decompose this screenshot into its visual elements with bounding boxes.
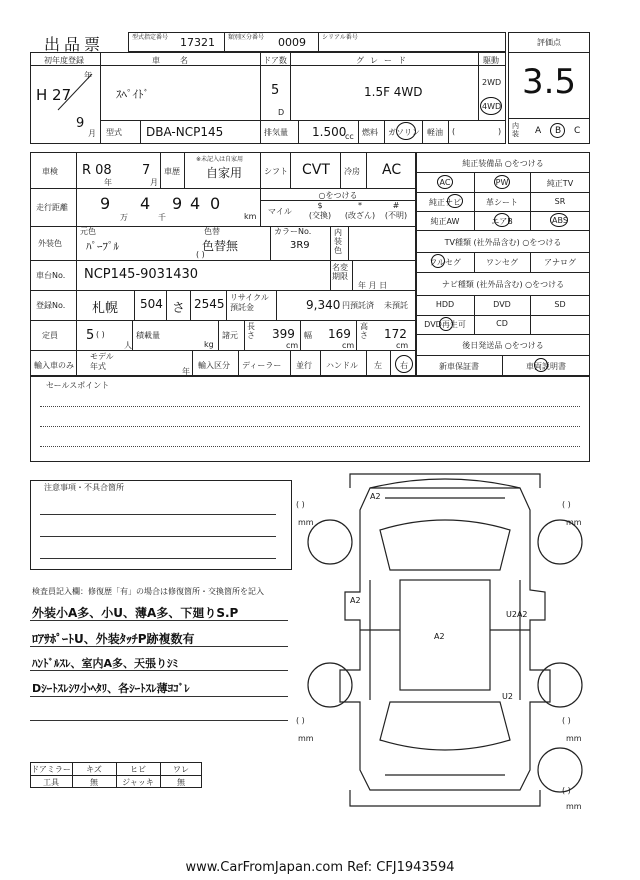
shift-label: シフト	[264, 167, 288, 176]
damage-front-bumper: A2	[370, 492, 381, 501]
fuel-diesel: 軽油	[427, 128, 443, 137]
width-unit: cm	[342, 341, 355, 350]
interior-color-label: 内装色	[334, 228, 342, 255]
mileage-option-note: ○をつける	[318, 191, 358, 200]
tv-oneseg: ワンセグ	[486, 258, 518, 267]
length-value: 399	[272, 327, 295, 341]
inspection-month: 7	[142, 163, 151, 178]
mileage-digit-5: 0	[210, 194, 221, 213]
first-reg-divider-slash	[54, 72, 94, 112]
plate-city: 札幌	[92, 301, 119, 316]
navi-cd: CD	[496, 319, 508, 328]
damage-right-rear: U2	[502, 692, 513, 701]
mileage-digit-1: 9	[100, 194, 111, 213]
equip-leather: 革シート	[486, 198, 518, 207]
equip-abs: ABS	[552, 216, 568, 225]
capacity-unit: 人	[124, 341, 132, 350]
category-value: 0009	[278, 36, 306, 49]
height-label: 高さ	[360, 322, 368, 340]
import-label: 輸入車のみ	[34, 361, 74, 370]
missing-jack-value: 無	[177, 778, 185, 787]
plate-kana: さ	[172, 301, 186, 316]
missing-header-crack: ヒビ	[130, 765, 146, 774]
first-reg-label: 初年度登録	[44, 56, 84, 65]
displacement-unit: cc	[345, 132, 354, 141]
tread-rear-left-mm: mm	[298, 734, 314, 743]
first-reg-era: H 27	[36, 86, 72, 104]
sales-point-box	[30, 376, 590, 462]
docs-manual-circle	[534, 358, 548, 372]
equip-aw: 純正AW	[430, 217, 460, 226]
displacement-label: 排気量	[264, 128, 288, 137]
first-reg-month: 9	[76, 116, 85, 131]
color-orig-value: ﾊﾟｰﾌﾟﾙ	[86, 240, 119, 253]
docs-title: 後日発送品 ○をつける	[462, 341, 544, 350]
category-label: 類別区分番号	[228, 34, 265, 41]
serial-label: シリアル番号	[322, 34, 358, 41]
inspection-year-suffix: 年	[104, 178, 112, 187]
inspection-month-suffix: 月	[150, 178, 158, 187]
capacity-paren: ( )	[96, 330, 105, 339]
interior-grade-b: B	[555, 126, 562, 136]
width-label: 幅	[304, 331, 312, 340]
size-label: 諸元	[222, 331, 238, 340]
displacement-value: 1.500	[312, 125, 347, 139]
recycle-label: リサイクル預託金	[230, 293, 269, 312]
handle-right-circle	[395, 355, 413, 373]
equip-pw-circle	[494, 175, 510, 189]
grade-label: グレード	[356, 56, 412, 65]
mileage-unknown: # (不明)	[384, 201, 408, 220]
color-no-label: カラーNo.	[274, 227, 312, 236]
handle-right: 右	[400, 361, 408, 370]
footer-watermark: www.CarFromJapan.com Ref: CFJ1943594	[185, 860, 455, 875]
length-label: 長さ	[247, 322, 255, 340]
equipment-title: 純正装備品 ○をつける	[462, 159, 544, 168]
inspection-year: R 08	[82, 163, 112, 178]
first-reg-month-suffix: 月	[88, 129, 96, 138]
width-value: 169	[328, 327, 351, 341]
tread-spare-mm: mm	[566, 802, 582, 811]
notes-box	[30, 480, 292, 570]
score-label: 評価点	[537, 38, 561, 47]
equip-pw: PW	[495, 178, 509, 187]
height-value: 172	[384, 327, 407, 341]
missing-header-break: ワレ	[173, 765, 189, 774]
mileage-digit-3: 9	[172, 194, 183, 213]
mileage-tampered: * (改ざん)	[344, 201, 376, 220]
equip-ac: AC	[439, 178, 451, 187]
equip-navi-circle	[447, 194, 463, 208]
equip-tv: 純正TV	[546, 179, 574, 188]
drive-2wd: 2WD	[482, 78, 502, 87]
damage-left-side: A2	[350, 596, 361, 605]
note-line-4: Dｼｰﾄｽﾚｼﾜ小ﾍﾀﾘ、各ｼｰﾄｽﾚ薄ﾖｺﾞﾚ	[32, 682, 190, 695]
mileage-mile: マイル	[268, 207, 292, 216]
mileage-unit: km	[244, 212, 257, 221]
drive-4wd: 4WD	[482, 102, 502, 111]
equip-abs-circle	[550, 213, 568, 227]
plate-class: 504	[140, 297, 163, 311]
model-code-value: 17321	[180, 36, 215, 49]
equip-airbag: エアB	[491, 217, 513, 226]
mileage-sen: 千	[158, 213, 166, 222]
mileage-digit-4: 4	[190, 194, 201, 213]
load-unit: kg	[204, 340, 214, 349]
docs-manual: 車両説明書	[526, 362, 566, 371]
damage-right-side: U2A2	[506, 610, 528, 619]
navi-dvd-play-circle	[439, 317, 453, 331]
cooler-value: AC	[382, 162, 402, 178]
navi-dvd: DVD	[493, 300, 511, 309]
tv-title: TV種類 (社外品含む) ○をつける	[444, 238, 562, 247]
car-damage-diagram	[290, 470, 600, 810]
history-value: 自家用	[206, 166, 243, 180]
tread-front-right-mm: mm	[566, 518, 582, 527]
height-unit: cm	[396, 341, 409, 350]
sheet-title: 出品票	[44, 35, 105, 54]
name-change-label: 名変期限	[332, 263, 348, 281]
history-note: ※未記入は自家用	[196, 156, 244, 163]
score-value: 3.5	[521, 62, 577, 102]
doors-label: ドア数	[263, 56, 287, 65]
name-change-date: 年 月 日	[358, 281, 388, 290]
length-unit: cm	[286, 341, 299, 350]
color-tone-label: 色替	[204, 227, 220, 236]
load-label: 積載量	[136, 331, 160, 340]
fuel-gasoline-circle	[396, 122, 416, 140]
note-line-3: ﾊﾝﾄﾞﾙｽﾚ、室内A多、天張りｼﾐ	[32, 657, 179, 670]
mileage-label: 走行距離	[36, 203, 68, 212]
door-type: D	[278, 108, 285, 117]
navi-title: ナビ種類 (社外品含む) ○をつける	[441, 280, 565, 289]
tread-front-right-bracket: ( )	[562, 500, 571, 509]
import-dealer: ディーラー	[242, 361, 282, 370]
interior-grade-a: A	[535, 126, 542, 136]
chassis-label: 車台No.	[36, 271, 66, 280]
navi-hdd: HDD	[435, 300, 455, 309]
color-label: 外装色	[38, 239, 62, 248]
missing-tools-label: 工具	[43, 778, 59, 787]
tread-spare-bracket: ( )	[562, 786, 571, 795]
handle-left: 左	[374, 361, 382, 370]
inspection-label: 車検	[42, 167, 58, 176]
tread-front-left-mm: mm	[298, 518, 314, 527]
navi-sd: SD	[554, 300, 566, 309]
note-line-2: ﾛｱｻﾎﾟｰﾄU、外装ﾀｯﾁP跡複数有	[32, 632, 195, 646]
tv-fullseg-circle	[431, 254, 445, 268]
fuel-other-close: )	[498, 127, 502, 136]
equip-ac-circle	[437, 175, 453, 189]
recycle-not: 未預託	[384, 301, 408, 310]
recycle-value: 9,340	[306, 298, 341, 312]
car-name-label: 車名	[152, 56, 208, 65]
car-name-value: ｽﾍﾟｲﾄﾞ	[116, 88, 149, 101]
missing-header-scratch: キズ	[86, 765, 102, 774]
equip-sr: SR	[554, 197, 566, 206]
color-orig-label: 元色	[80, 227, 96, 236]
equip-airbag-circle	[494, 213, 510, 227]
fuel-other-open: (	[452, 127, 456, 136]
interior-grade-label: 内装	[512, 122, 519, 138]
grade-value: 1.5F 4WD	[364, 85, 423, 99]
sales-point-label: セールスポイント	[46, 381, 110, 390]
type-value: DBA-NCP145	[146, 125, 224, 139]
first-reg-year-suffix: 年	[84, 71, 92, 80]
damage-roof: A2	[434, 632, 445, 641]
tread-rear-right-bracket: ( )	[562, 716, 571, 725]
mileage-exchange: $ (交換)	[308, 201, 332, 220]
type-label: 型式	[106, 128, 122, 137]
missing-header-mirror: ドアミラー	[31, 765, 71, 774]
notes-label: 注意事項・不具合箇所	[44, 483, 124, 492]
import-type-label: 輸入区分	[198, 361, 230, 370]
recycle-unit: 円預託済	[342, 301, 374, 310]
fuel-gasoline: ガソリン	[388, 128, 420, 137]
plate-label: 登録No.	[36, 301, 66, 310]
history-label: 車歴	[164, 167, 180, 176]
tread-rear-right-mm: mm	[566, 734, 582, 743]
missing-tools-value: 無	[90, 778, 98, 787]
drive-4wd-circle	[480, 97, 502, 115]
tread-rear-left-bracket: ( )	[296, 716, 305, 725]
model-year-suffix: 年	[182, 367, 190, 376]
color-no-value: 3R9	[290, 240, 310, 251]
color-change-value: 色替無	[202, 239, 239, 253]
model-code-label: 型式指定番号	[132, 34, 169, 41]
drive-label: 駆動	[483, 56, 499, 65]
missing-jack-label: ジャッキ	[122, 778, 154, 787]
chassis-value: NCP145-9031430	[84, 267, 199, 282]
shift-value: CVT	[302, 162, 330, 178]
docs-warranty: 新車保証書	[439, 362, 479, 371]
tv-fullseg: フルセグ	[429, 258, 461, 267]
note-line-1: 外装小A多、小U、薄A多、下廻りS.P	[32, 606, 239, 620]
doors-value: 5	[271, 83, 280, 98]
navi-dvd-play: DVD再生可	[424, 320, 466, 329]
cooler-label: 冷房	[344, 167, 360, 176]
mileage-digit-2: 4	[140, 194, 151, 213]
inspector-note: 検査員記入欄：修復歴「有」の場合は修復箇所・交換箇所を記入	[32, 587, 264, 596]
tread-front-left-bracket: ( )	[296, 500, 305, 509]
color-change-paren: ( )	[196, 250, 205, 259]
plate-number: 2545	[194, 297, 225, 311]
capacity-value: 5	[86, 328, 95, 343]
equip-navi: 純正ナビ	[429, 198, 461, 207]
mileage-man: 万	[120, 213, 128, 222]
interior-grade-b-circle	[550, 123, 565, 138]
tv-analog: アナログ	[544, 258, 576, 267]
capacity-label: 定員	[42, 331, 58, 340]
model-year-label: モデル年式	[90, 352, 114, 371]
interior-grade-c: C	[574, 126, 581, 136]
handle-label: ハンドル	[326, 361, 358, 370]
import-parallel: 並行	[296, 361, 312, 370]
fuel-label: 燃料	[362, 128, 378, 137]
